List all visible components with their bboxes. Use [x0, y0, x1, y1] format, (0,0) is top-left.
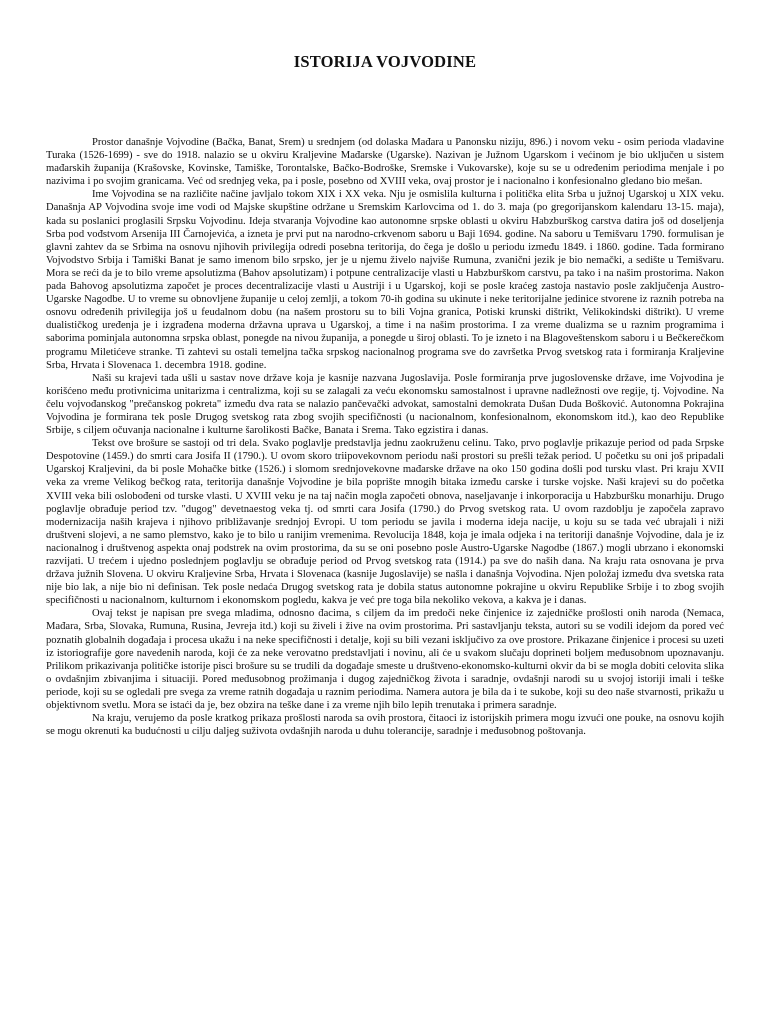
document-body: [46, 136, 724, 738]
paragraph-6: Na kraju, verujemo da posle kratkog prikaza prošlosti naroda sa ovih prostora, čitaoci iz istorijskih primera mogu izvući one pouke, na osnovu kojih se mogu okrenuti ka budućnosti u cilju daljeg suživota ovdašnjih naroda u duhu tolerancije, saradnje i međusobnog poštovanja.: [46, 713, 724, 738]
paragraph-1: Prostor današnje Vojvodine (Bačka, Banat, Srem) u srednjem (od dolaska Mađara u Panonsku niziju, 896.) i novom veku - osim perioda vladavine Turaka (1526-1699) - sve do 1918. nalazio se u okviru Kraljevine Mađarske (Ugarske). Nazivan je Južnom Ugarskom i većinom je bio uključen u sistem mađarskih županija (Krašovske, Kovinske, Tamiške, Torontalske, Bačko-Bodroške, Sremske i Vukovarske), koje su se u određenim periodima menjale i po nazivima i po svojim granicama. Već od srednjeg veka, pa i posle, posebno od XVIII veka, ovaj prostor je i nacionalno i konfesionalno gledano bio mešan.: [46, 137, 724, 188]
paragraph-2: Ime Vojvodina se na različite načine javljalo tokom XIX i XX veka. Nju je osmislila kulturna i politička elita Srba u južnoj Ugarskoj u XIX veku. Današnja AP Vojvodina svoje ime vodi od Majske skupštine održane u Sremskim Karlovcima od 1. do 3. maja (po gregorijanskom kalendaru 13-15. maja), kada su poslanici proglasili Srpsku Vojvodinu. Ideja stvaranja Vojvodine kao autonomne srpske oblasti u okviru Habzburškog carstva datira još od doseljenja Srba pod vođstvom Arsenija III Čarnojevića, a izneta je prvi put na narodno-crkvenom saboru u Bajі 1694. godine. Na saboru u Temišvaru 1790. formulisan je glavni zahtev da se Srbima na osnovu njihovih privilegija odredi posebna teritorija, do čega je došlo u periodu između 1849. i 1860. godine. Tada formirano Vojvodstvo Srbija i Tamiški Banat je samo imenom bilo srpsko, jer je u njemu živelo najviše Rumuna, zvanični jezik je bio nemački, a sedište u Temišvaru. Mora se reći da je to bilo vreme apsolutizma (Bahov apsolutizam) i potpune centralizacije vlasti u Habzburškom carstvu, pa tako i na našim prostorima. Nakon pada Bahovog apsolutizma započet je proces decentralizacije vlasti u Austriji i u Ugarskoj, koji se posle kraćeg zastoja nastavio posle zaključenja Austro-Ugarske Nagodbe. U to vreme su obnovljene županije u celoj zemlji, a tokom 70-ih godina su ukinute i neke teritorijalne jedinice stvorene iz raznih potreba na osnovu određenih privilegija još u feudalnom dobu (na našem prostoru su to bili Vojna granica, Potiski krunski dištrikt, Velikokindski dištrikt). U vreme dualističkog uređenja je i izgrađena moderna državna uprava u Ugarskoj, a time i na našim prostorima. I za vreme dualizma se u raznim programima i saborima pominjala autonomna srpska oblast, ponegde na nivou županija, a ponegde u široj oblasti. To je izneto i na Blagoveštenskom saboru i u Bečkerečkom programu Miletićeve stranke. Ti zahtevi su ostali temeljna tačka srpskog nacionalnog programa sve do završetka Prvog svetskog rata i formiranja Kraljevine Srba, Hrvata i Slovenaca 1. decembra 1918. godine.: [46, 189, 724, 371]
paragraph-5: Ovaj tekst je napisan pre svega mladima, odnosno đacima, s ciljem da im predoči neke činjenice iz zajedničke prošlosti onih naroda (Nemaca, Mađara, Srba, Slovaka, Rumuna, Rusina, Jevreja itd.) koji su živeli i žive na ovim prostorima. Pri sastavljanju teksta, autori su se vodili idejom da pored već poznatih globalnih događaja i procesa ukažu i na neke specifičnosti i detalje, koji su bili vezani isključivo za ove prostore. Prikazane činjenice i procesi su uzeti iz istoriografije gore navedenih naroda, koji će za neke verovatno predstavljati i novinu, ali će u svakom slučaju doprineti boljem međusobnom upoznavanju. Prilikom prikazivanja političke istorije pisci brošure su se trudili da događaje smeste u društveno-ekonomsko-kulturni okvir da bi se mogla dobiti celovita slika o ovdašnjim zbivanjima i situaciji. Pored međusobnog prožimanja i dugog zajedničkog života i saradnje, ovdašnji narodi su u svojoj istoriji imali i teške periode, koji su se ogledali pre svega za vreme ratnih događaja u raznim periodima. Namera autora je bila da i te sukobe, koji su deo naše stvarnosti, prikažu u objektivnom svetlu. Mora se istaći da je, bez obzira na teške dane i za vreme njih bilo lepih trenutaka i primera saradnje.: [46, 608, 724, 712]
paragraph-4: Tekst ove brošure se sastoji od tri dela. Svako poglavlje predstavlja jednu zaokruženu celinu. Tako, prvo poglavlje prikazuje period od pada Srpske Despotovine (1459.) do smrti cara Josifa II (1790.). U ovom skoro triipovekovnom periodu naši prostori su prešli težak period. U početku su oni još pripadali Ugarskoj Kraljevini, da bi posle Mohačke bitke (1526.) i slomom srednjovekovne mađarske države na oko 150 godina došli pod tursku vlast. Pri kraju XVII veka za vreme Velikog bečkog rata, teritorija današnje Vojvodine je bila poprište mnogih bitaka između carske i turske vojske. Naši krajevi su do početka XVIII veka bili oslobođeni od turske vlasti. U XVIII veku je na taj način mogla započeti obnova, naseljavanje i inkorporacija u Habzburšku monarhiju. Drugo poglavlje obrađuje period tzv. "dugog" devetnaestog veka tj. od smrti cara Josifa (1790.) do Prvog svetskog rata. U ovom razdoblju je započela zapravo modernizacija naših krajeva i njihovo približavanje srednjoj Evropi. U tom periodu se javila i moderna ideja nacije, u koju su se tada već ubrajali i niži društveni slojevi, a ne samo plemstvo, kako je to bilo u ranijim vremenima. Revolucija 1848, koja je imala odjeka i na teritoriji današnje Vojvodine, dala je iz nacionalnog i društvenog aspekta onaj podstrek na ovim prostorima, da su se oni posebno posle Austro-Ugarske Nagodbe (1867.) mogli ubrzano i ekonomski razvijati. U trećem i ujedno poslednjem poglavlju se obrađuje period od Prvog svetskog rata (1914.) pa sve do naših dana. Na kraju rata osnovana je prva država južnih Slovena. U okviru Kraljevine Srba, Hrvata i Slovenaca (kasnije Jugoslavije) se našla i današnja Vojvodina. Njen položaj između dva svetska rata nije bio lak, a nije bio ni definisan. Tek posle nedaća Drugog svetskog rata je dobila status autonomne pokrajine u okviru Republike Srbije i to zbog svojih specifičnosti u nacionalnom, kulturnom i ekonomskom pogledu, kakva je već pre toga bila nekoliko vekova, a kakva je i danas.: [46, 438, 724, 607]
paragraph-3: Naši su krajevi tada ušli u sastav nove države koja je kasnije nazvana Jugoslavija. Posle formiranja prve jugoslovenske države, ime Vojvodina je korišćeno među protivnicima unitarizma i centralizma, koji su se zalagali za veću ekonomsku samostalnost i upravne nadležnosti ove regije, tj. Vojvodine. Na čelu vojvođanskog "prečanskog pokreta" između dva rata se nalazio pančevački advokat, samostalni demokrata Dušan Duda Bošković. Autonomna Pokrajina Vojvodina je formirana tek posle Drugog svetskog rata zbog svojih specifičnosti (u nacionalnom, konfesionalnom, ekonomskom itd.), kao deo Republike Srbije, s ciljem očuvanja nacionalne i kulturne šarolikosti Bačke, Banata i Srema. Tako egzistira i danas.: [46, 372, 724, 437]
document-title: ISTORIJA VOJVODINE: [293, 52, 477, 71]
